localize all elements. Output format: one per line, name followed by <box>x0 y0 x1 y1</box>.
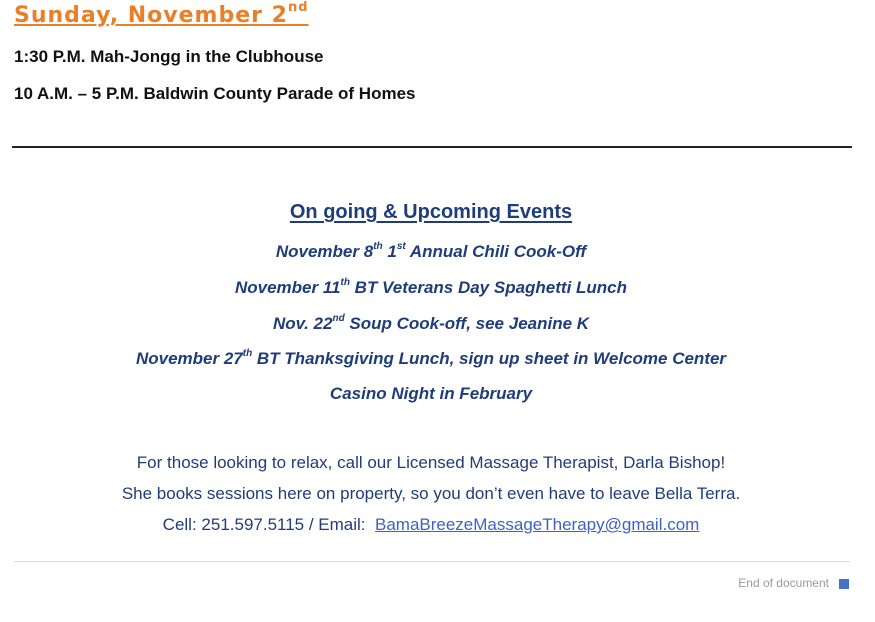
email-link[interactable]: BamaBreezeMassageTherapy@gmail.com <box>374 515 700 534</box>
event-soup-cookoff <box>0 313 862 334</box>
event-veterans-lunch <box>0 277 862 298</box>
schedule-line-parade: 10 A.M. – 5 P.M. Baldwin County Parade of Homes <box>14 84 416 103</box>
event-description: Soup Cook-off, see Jeanine K <box>344 314 590 333</box>
event-date: November 8 <box>275 242 374 261</box>
footer-divider <box>14 561 850 562</box>
event-date-suffix: nd <box>332 313 345 324</box>
event-ordinal-suffix: st <box>396 241 406 252</box>
event-date-suffix: th <box>373 241 383 252</box>
event-thanksgiving-lunch <box>0 348 862 369</box>
event-description: Annual Chili Cook-Off <box>405 242 587 261</box>
upcoming-events-title: On going & Upcoming Events <box>289 201 573 223</box>
massage-phone: Cell: 251.597.5115 / Email: <box>162 515 375 534</box>
event-chili-cookoff <box>0 241 862 262</box>
section-divider <box>12 146 852 148</box>
end-of-document-marker-icon <box>839 579 849 589</box>
event-description: BT Thanksgiving Lunch, sign up sheet in Welcome Center <box>252 349 727 368</box>
day-heading <box>14 0 309 28</box>
event-date-suffix: th <box>340 277 350 288</box>
massage-details: She books sessions here on property, so you don’t even have to leave Bella Terra. <box>121 484 741 503</box>
day-heading-text: Sunday, November 2 <box>14 3 288 28</box>
event-date-suffix: th <box>242 348 253 359</box>
event-date: Nov. 22 <box>272 314 333 333</box>
event-date: November 11 <box>234 278 341 297</box>
event-casino-night: Casino Night in February <box>329 384 533 403</box>
event-description: BT Veterans Day Spaghetti Lunch <box>349 278 628 297</box>
schedule-line-mahjongg: 1:30 P.M. Mah-Jongg in the Clubhouse <box>14 47 324 66</box>
end-of-document-label: End of document <box>738 576 829 590</box>
day-heading-suffix: nd <box>287 0 309 15</box>
event-date: November 27 <box>135 349 243 368</box>
massage-intro: For those looking to relax, call our Licensed Massage Therapist, Darla Bishop! <box>136 453 726 472</box>
event-ordinal: 1 <box>382 242 397 261</box>
massage-contact <box>0 515 862 535</box>
